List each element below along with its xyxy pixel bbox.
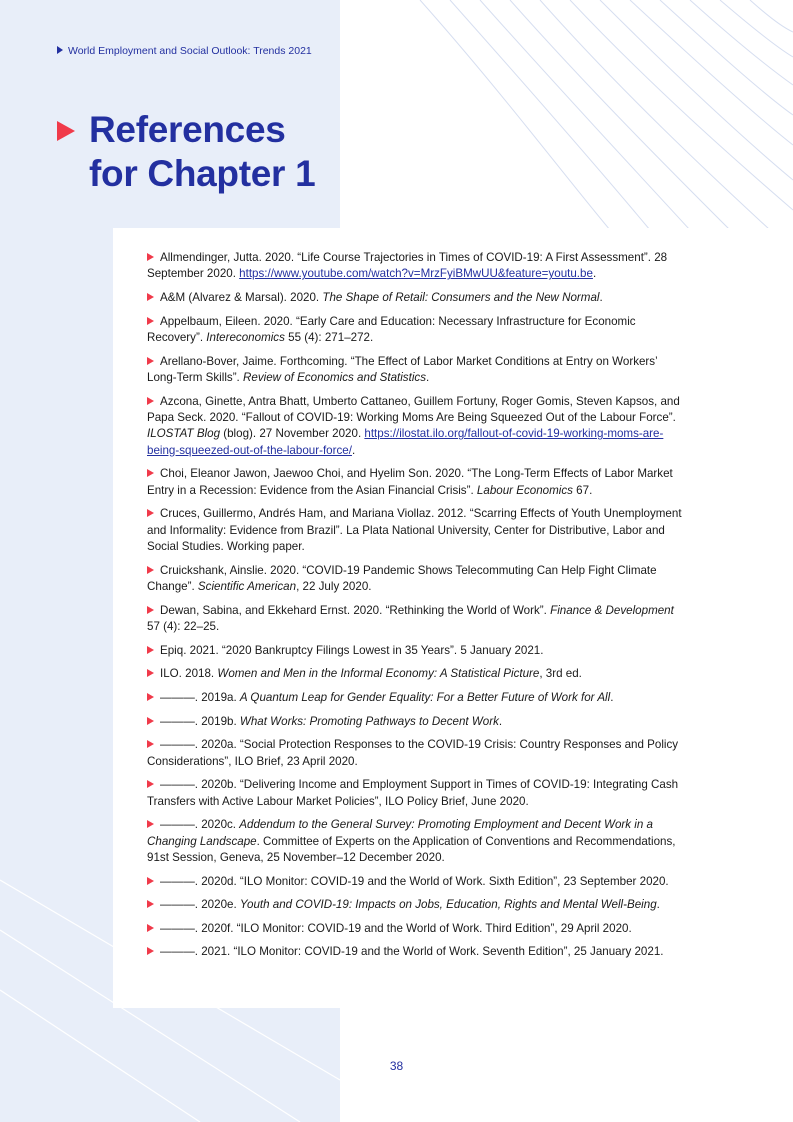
reference-item [147, 603, 687, 636]
triangle-bullet-icon [147, 820, 154, 828]
reference-item [147, 394, 687, 460]
reference-item [147, 563, 687, 596]
reference-text: ———. 2020f. “ILO Monitor: COVID-19 and the World of Work. Third Edition”, 29 April 2020. [160, 921, 632, 935]
triangle-bullet-icon [147, 566, 154, 574]
reference-italic-text: ILOSTAT Blog [147, 427, 221, 441]
triangle-bullet-icon [147, 717, 154, 725]
reference-text: Choi, Eleanor Jawon, Jaewoo Choi, and Hyelim Son. 2020. “The Long-Term Effects of Labor Market Entry in a Recession: Evidence from the Asian Financial Crisis”. [147, 467, 673, 497]
reference-item [147, 714, 687, 730]
reference-item [147, 897, 687, 913]
reference-italic-text: Addendum to the General Survey: Promoting Employment and Decent Work in a Changing Landscape [147, 818, 653, 848]
triangle-bullet-icon [147, 317, 154, 325]
reference-text: . [656, 898, 660, 912]
triangle-bullet-icon [147, 693, 154, 701]
reference-item [147, 690, 687, 706]
title-line-2: for Chapter 1 [89, 153, 316, 194]
reference-text: Cruces, Guillermo, Andrés Ham, and Mariana Viollaz. 2012. “Scarring Effects of Youth Unemployment and Informality: Evidence from Brazil”. La Plata National University, Center for Distributive, Labor and Social Studies. Working paper. [147, 507, 682, 554]
reference-text: ———. 2021. “ILO Monitor: COVID-19 and the World of Work. Seventh Edition”, 25 January 2021. [160, 945, 664, 959]
reference-item [147, 944, 687, 960]
triangle-bullet-icon [147, 947, 154, 955]
triangle-bullet-icon [147, 646, 154, 654]
reference-text: . [610, 691, 614, 704]
reference-item [147, 250, 687, 283]
reference-text: Azcona, Ginette, Antra Bhatt, Umberto Cattaneo, Guillem Fortuny, Roger Gomis, Steven Kapsos, and Papa Seck. 2020. “Fallout of COVID-19: Working Moms Are Being Squeezed Out of the Labour Force”. [147, 394, 680, 424]
triangle-bullet-icon [147, 509, 154, 517]
reference-text: . [351, 443, 356, 457]
reference-text: ILO. 2018. [160, 667, 218, 681]
reference-link[interactable]: https://ilostat.ilo.org/fallout-of-covid-19-working-moms-are-being-squeezed-out-of-the-labour-force/ [147, 427, 664, 457]
triangle-bullet-icon [147, 397, 154, 405]
reference-text: ———. 2019b. [160, 714, 240, 728]
reference-item [147, 466, 687, 499]
triangle-bullet-icon [147, 877, 154, 885]
triangle-bullet-icon [147, 669, 154, 677]
page-number: 38 [389, 1059, 404, 1073]
reference-item [147, 643, 687, 659]
reference-item [147, 666, 687, 682]
triangle-bullet-icon [147, 924, 154, 932]
reference-item [147, 314, 687, 347]
reference-text: , 3rd ed. [539, 667, 582, 681]
reference-text: Dewan, Sabina, and Ekkehard Ernst. 2020. “Rethinking the World of Work”. [160, 603, 551, 617]
reference-text: Appelbaum, Eileen. 2020. “Early Care and Education: Necessary Infrastructure for Economic Recovery”. [147, 314, 636, 344]
reference-text: 67. [572, 483, 593, 497]
reference-italic-text: Labour Economics [476, 483, 573, 497]
reference-item [147, 874, 687, 890]
reference-list [147, 250, 687, 968]
triangle-bullet-icon [147, 606, 154, 614]
running-header [57, 45, 312, 57]
reference-text: Cruickshank, Ainslie. 2020. “COVID-19 Pandemic Shows Telecommuting Can Help Fight Climate Change”. [147, 563, 657, 594]
triangle-bullet-icon [147, 469, 154, 477]
reference-italic-text: Youth and COVID-19: Impacts on Jobs, Education, Rights and Mental Well-Being [239, 898, 657, 912]
reference-italic-text: Scientific American [197, 580, 297, 594]
reference-text: ———. 2020a. “Social Protection Responses to the COVID-19 Crisis: Country Responses and Policy Considerations”, ILO Brief, 23 April 2020. [147, 738, 679, 768]
reference-item [147, 737, 687, 770]
reference-text: 55 (4): 271–272. [284, 331, 374, 344]
reference-item [147, 506, 687, 555]
triangle-bullet-icon [147, 740, 154, 748]
triangle-bullet-icon [147, 780, 154, 788]
reference-text: ———. 2020d. “ILO Monitor: COVID-19 and the World of Work. Sixth Edition”, 23 September 2020. [160, 874, 669, 888]
reference-text: (blog). 27 November 2020. [220, 427, 365, 441]
reference-italic-text: Women and Men in the Informal Economy: A Statistical Picture [217, 667, 540, 681]
reference-italic-text: A Quantum Leap for Gender Equality: For a Better Future of Work for All [239, 691, 611, 704]
reference-item [147, 354, 687, 387]
reference-italic-text: Review of Economics and Statistics [243, 371, 426, 384]
running-title: World Employment and Social Outlook: Trends 2021 [68, 45, 312, 57]
reference-italic-text: Finance & Development [550, 603, 674, 617]
reference-italic-text: The Shape of Retail: Consumers and the New Normal [322, 291, 600, 304]
triangle-bullet-icon [147, 293, 154, 301]
reference-item [147, 290, 687, 306]
reference-italic-text: Intereconomics [206, 331, 285, 344]
reference-item [147, 921, 687, 937]
title-triangle-icon [57, 121, 75, 141]
reference-text: , 22 July 2020. [296, 580, 372, 594]
reference-item [147, 817, 687, 866]
reference-text: ———. 2020e. [160, 898, 240, 912]
page-title [89, 108, 315, 196]
reference-text: . [599, 291, 603, 304]
reference-italic-text: What Works: Promoting Pathways to Decent Work [239, 714, 499, 728]
title-line-1: References [89, 109, 286, 150]
reference-text: . [498, 714, 503, 728]
reference-text: ———. 2019a. [160, 691, 240, 704]
triangle-bullet-icon [57, 46, 63, 54]
reference-link[interactable]: https://www.youtube.com/watch?v=MrzFyiBMwUU&feature=youtu.be [239, 267, 593, 281]
triangle-bullet-icon [147, 253, 154, 261]
triangle-bullet-icon [147, 357, 154, 365]
reference-text: 57 (4): 22–25. [147, 620, 220, 634]
triangle-bullet-icon [147, 900, 154, 908]
reference-text: A&M (Alvarez & Marsal). 2020. [160, 291, 323, 304]
reference-text: . [426, 371, 430, 384]
reference-text: Allmendinger, Jutta. 2020. “Life Course Trajectories in Times of COVID-19: A First Assessment”. 28 September 2020. [147, 251, 668, 281]
reference-text: Epiq. 2021. “2020 Bankruptcy Filings Lowest in 35 Years”. 5 January 2021. [160, 643, 544, 657]
reference-text: Arellano-Bover, Jaime. Forthcoming. “The Effect of Labor Market Conditions at Entry on Workers’ Long-Term Skills”. [147, 354, 658, 384]
reference-text: . Committee of Experts on the Application of Conventions and Recommendations, 91st Session, Geneva, 25 November–12 December 2020. [147, 834, 676, 864]
reference-item [147, 777, 687, 810]
reference-text: ———. 2020b. “Delivering Income and Employment Support in Times of COVID-19: Integrating Cash Transfers with Active Labour Market Policies”, ILO Policy Brief, June 2020. [147, 778, 679, 808]
reference-text: . [592, 267, 597, 281]
reference-text: ———. 2020c. [160, 818, 240, 832]
